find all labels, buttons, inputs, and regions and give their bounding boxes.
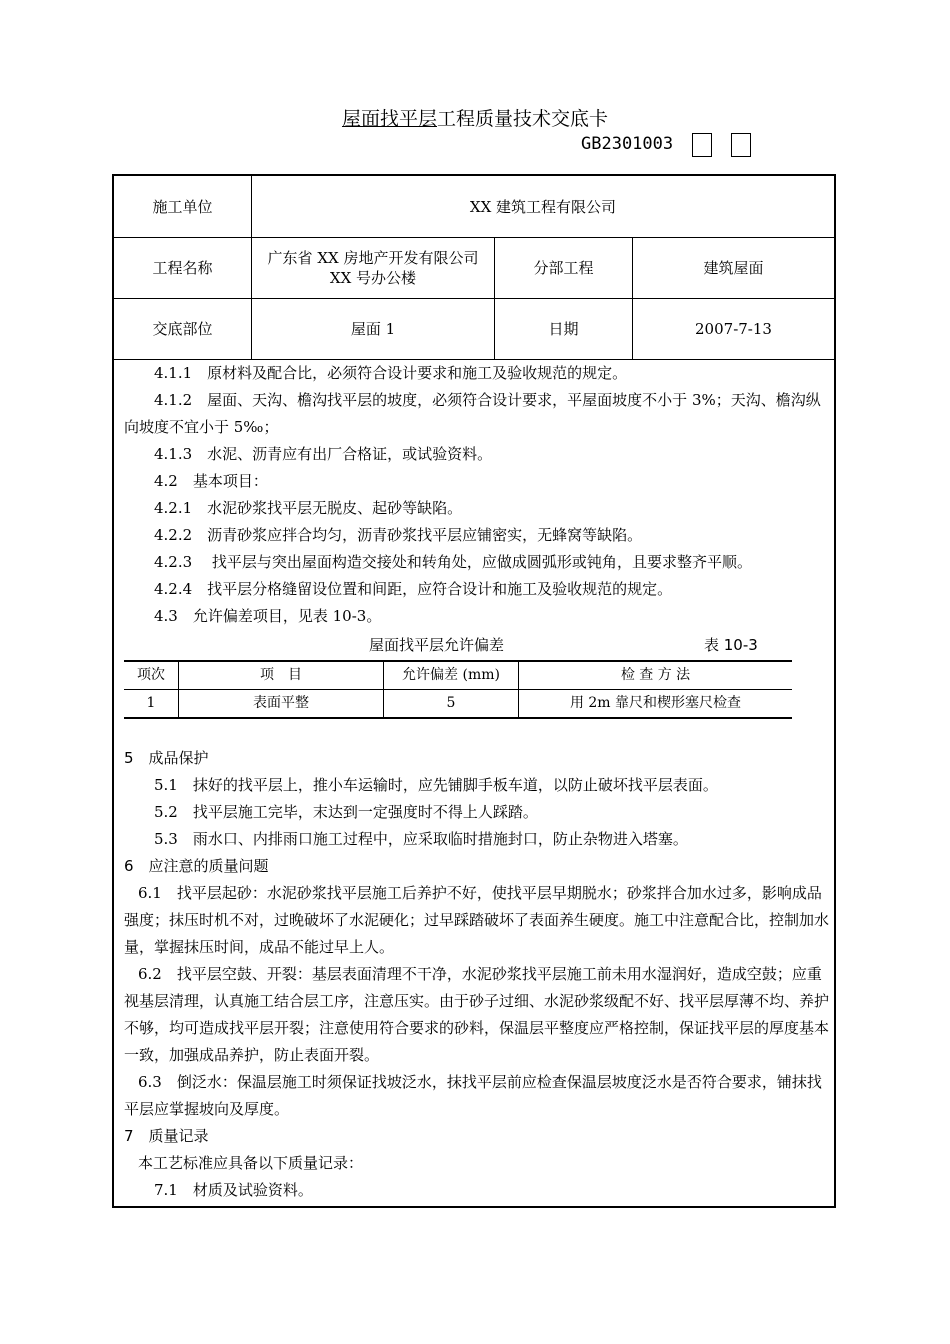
title-underlined: 屋面找平层 [341, 108, 437, 130]
table-caption-row [124, 630, 830, 660]
document-title [0, 104, 950, 131]
para-4-2-2: 4.2.2 沥青砂浆应拌合均匀，沥青砂浆找平层应铺密实，无蜂窝等缺陷。 [154, 526, 643, 544]
para-4-2-4: 4.2.4 找平层分格缝留设位置和间距，应符合设计和施工及验收规范的规定。 [154, 580, 673, 598]
para-4-2-1: 4.2.1 水泥砂浆找平层无脱皮、起砂等缺陷。 [154, 499, 463, 517]
para-7-1: 7.1 材质及试验资料。 [154, 1181, 313, 1199]
date-value: 2007-7-13 [633, 298, 835, 359]
unit-label: 施工单位 [114, 176, 252, 237]
table-row [124, 690, 792, 719]
document-code: GB2301003 [581, 134, 674, 154]
td-index: 1 [124, 690, 179, 719]
checkbox-1[interactable] [692, 133, 712, 157]
td-method: 用 2m 靠尺和楔形塞尺检查 [519, 690, 793, 719]
info-table [114, 176, 834, 360]
th-item: 项 目 [179, 661, 384, 690]
project-value: 广东省 XX 房地产开发有限公司 XX 号办公楼 [252, 237, 495, 298]
tolerance-table [124, 660, 792, 719]
table-ref: 表 10-3 [704, 636, 758, 654]
content-body [124, 360, 830, 1204]
form-frame [112, 174, 836, 1208]
th-tolerance: 允许偏差 (mm) [384, 661, 519, 690]
section-5-heading: 5 成品保护 [124, 749, 209, 767]
para-5-2: 5.2 找平层施工完毕，末达到一定强度时不得上人踩踏。 [154, 803, 538, 821]
td-tolerance: 5 [384, 690, 519, 719]
date-label: 日期 [495, 298, 633, 359]
part-label: 交底部位 [114, 298, 252, 359]
checkbox-2[interactable] [731, 133, 751, 157]
table-caption: 屋面找平层允许偏差 [369, 636, 505, 654]
section-6-heading: 6 应注意的质量问题 [124, 857, 269, 875]
para-6-3: 6.3 倒泛水：保温层施工时须保证找坡泛水，抹找平层前应检查保温层坡度泛水是否符合要求，铺抹找平层应掌握坡向及厚度。 [124, 1073, 822, 1118]
title-rest: 工程质量技术交底卡 [437, 108, 609, 130]
para-4-1-1: 4.1.1 原材料及配合比，必须符合设计要求和施工及验收规范的规定。 [154, 364, 628, 382]
para-5-3: 5.3 雨水口、内排雨口施工过程中，应采取临时措施封口，防止杂物进入塔塞。 [154, 830, 688, 848]
th-index: 项次 [124, 661, 179, 690]
division-value: 建筑屋面 [633, 237, 835, 298]
td-item: 表面平整 [179, 690, 384, 719]
para-7-intro: 本工艺标准应具备以下质量记录： [138, 1154, 364, 1172]
para-4-2: 4.2 基本项目： [154, 472, 268, 490]
para-4-1-3: 4.1.3 水泥、沥青应有出厂合格证，或试验资料。 [154, 445, 493, 463]
para-4-1-2: 4.1.2 屋面、天沟、檐沟找平层的坡度，必须符合设计要求，平屋面坡度不小于 3%；天沟、檐沟纵向坡度不宜小于 5‰； [124, 391, 821, 436]
unit-value: XX 建筑工程有限公司 [252, 176, 835, 237]
para-6-1: 6.1 找平层起砂：水泥砂浆找平层施工后养护不好，使找平层早期脱水；砂浆拌合加水过多，影响成品强度；抹压时机不对，过晚破坏了水泥硬化；过早踩踏破坏了表面养生硬度。施工中注意配合比，控制加水量，掌握抹压时间，成品不能过早上人。 [124, 884, 830, 956]
project-label: 工程名称 [114, 237, 252, 298]
para-4-2-3: 4.2.3 找平层与突出屋面构造交接处和转角处，应做成圆弧形或钝角，且要求整齐平顺。 [154, 553, 752, 571]
para-4-3: 4.3 允许偏差项目，见表 10-3。 [154, 607, 382, 625]
division-label: 分部工程 [495, 237, 633, 298]
para-5-1: 5.1 抹好的找平层上，推小车运输时，应先铺脚手板车道，以防止破坏找平层表面。 [154, 776, 718, 794]
th-method: 检 查 方 法 [519, 661, 793, 690]
part-value: 屋面 1 [252, 298, 495, 359]
section-7-heading: 7 质量记录 [124, 1127, 209, 1145]
para-6-2: 6.2 找平层空鼓、开裂：基层表面清理不干净，水泥砂浆找平层施工前未用水湿润好，造成空鼓；应重视基层清理，认真施工结合层工序，注意压实。由于砂子过细、水泥砂浆级配不好、找平层厚薄不均、养护不够，均可造成找平层开裂；注意使用符合要求的砂料，保温层平整度应严格控制，保证找平层的厚度基本一致，加强成品养护，防止表面开裂。 [124, 965, 830, 1064]
